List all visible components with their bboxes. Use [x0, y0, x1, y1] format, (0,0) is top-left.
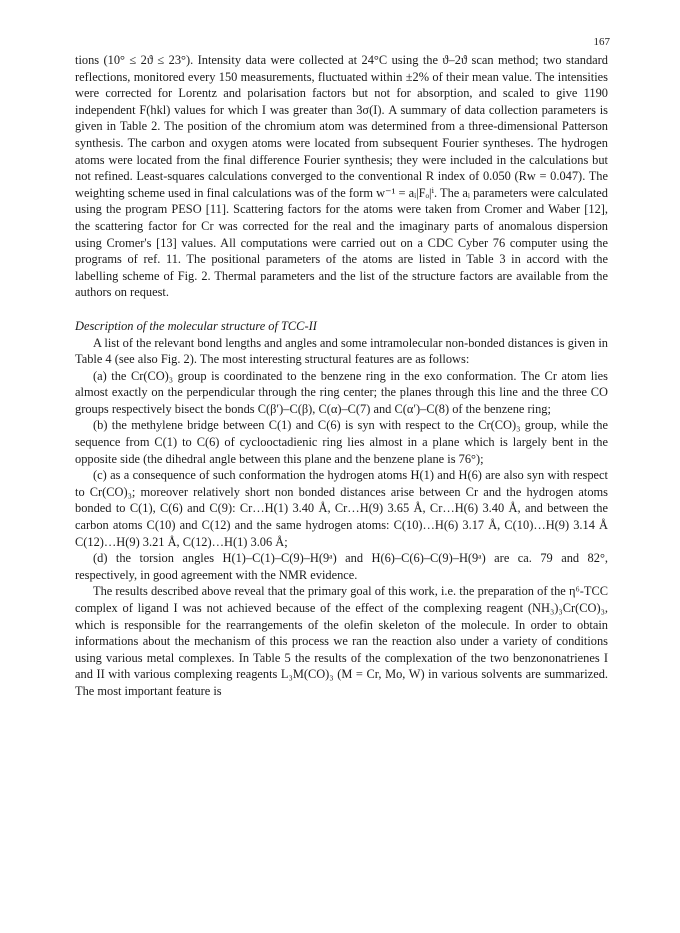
list-intro-paragraph: A list of the relevant bond lengths and angles and some intramolecular non-bonded distances is given in Table 4 (see also Fig. 2). The most interesting structural features are as follows: — [75, 335, 608, 367]
feature-item-a: (a) the Cr(CO)₃ group is coordinated to the benzene ring in the exo conformation. The Cr atom lies almost exactly on the perpendicular through the ring center; the planes through this line and the three CO groups respectively bisect the bonds C(β′)–C(β), C(α)–C(7) and C(α′)–C(8) of the benzene ring; — [75, 368, 608, 416]
closing-paragraph: The results described above reveal that the primary goal of this work, i.e. the preparation of the η⁶-TCC complex of ligand I was not achieved because of the effect of the complexing reagent (NH₃)₃Cr(CO)₃, which is responsible for the rearrangements of the olefin skeleton of the molecule. In order to obtain informations about the mechanism of this process we ran the reaction also under a variety of conditions using various metal complexes. In Table 5 the results of the complexation of the two benzononatrienes I and II with various complexing reagents L₃M(CO)₃ (M = Cr, Mo, W) in various solvents are summarized. The most important feature is — [75, 584, 608, 698]
section-heading: Description of the molecular structure of TCC-II — [75, 318, 317, 333]
intro-paragraph: tions (10° ≤ 2ϑ ≤ 23°). Intensity data were collected at 24°C using the ϑ–2ϑ scan method; two standard reflections, monitored every 150 measurements, fluctuated within ±2% of their mean value. The intensities were corrected for Lorentz and polarisation factors but not for absorption, and scaled to give 1190 independent F(hkl) values for which I was greater than 3σ(I). A summary of data collection parameters is given in Table 2. The position of the chromium atom was determined from a three-dimensional Patterson synthesis. The carbon and oxygen atoms were located from subsequent Fourier syntheses. The hydrogen atoms were located from the final difference Fourier synthesis; they were included in the calculations but not refined. Least-squares calculations converged to the conventional R index of 0.050 (Rw = 0.047). The weighting scheme used in final calculations was of the form w⁻¹ = aᵢ|Fₒ|ⁱ. The aᵢ parameters were calculated using the program PESO [11]. Scattering factors for the atoms were taken from Cromer and Waber [12], the scattering factor for Cr was corrected for the real and the imaginary parts of anomalous dispersion using Cromer's [13] values. All computations were carried out on a CDC Cyber 76 computer using the programs of ref. 11. The positional parameters of the atoms are listed in Table 3 in accord with the labelling scheme of Fig. 2. Thermal parameters and the list of the structure factors are available from the authors on request. — [75, 53, 608, 300]
text-column — [75, 52, 608, 700]
feature-item-b: (b) the methylene bridge between C(1) and C(6) is syn with respect to the Cr(CO)₃ group, while the sequence from C(1) to C(6) of cyclooctadienic ring lies almost in a plane which is largely bent in the opposite side (the dihedral angle between this plane and the benzene plane is 76°); — [75, 418, 608, 466]
feature-item-c: (c) as a consequence of such conformation the hydrogen atoms H(1) and H(6) are also syn with respect to Cr(CO)₃; moreover relatively short non bonded distances arise between Cr and the hydrogen atoms bonded to C(1), C(6) and C(9): Cr…H(1) 3.40 Å, Cr…H(9) 3.65 Å, Cr…H(6) 3.40 Å, and between the carbon atoms C(10) and C(12) and the same hydrogen atoms: C(10)…H(6) 3.17 Å, C(10)…H(9) 3.14 Å C(12)…H(9) 3.21 Å, C(12)…H(1) 3.06 Å; — [75, 468, 608, 549]
feature-item-d: (d) the torsion angles H(1)–C(1)–C(9)–H(9ᵃ) and H(6)–C(6)–C(9)–H(9ᵃ) are ca. 79 and 82°, respectively, in good agreement with the NMR evidence. — [75, 551, 608, 582]
page-number: 167 — [593, 36, 610, 48]
